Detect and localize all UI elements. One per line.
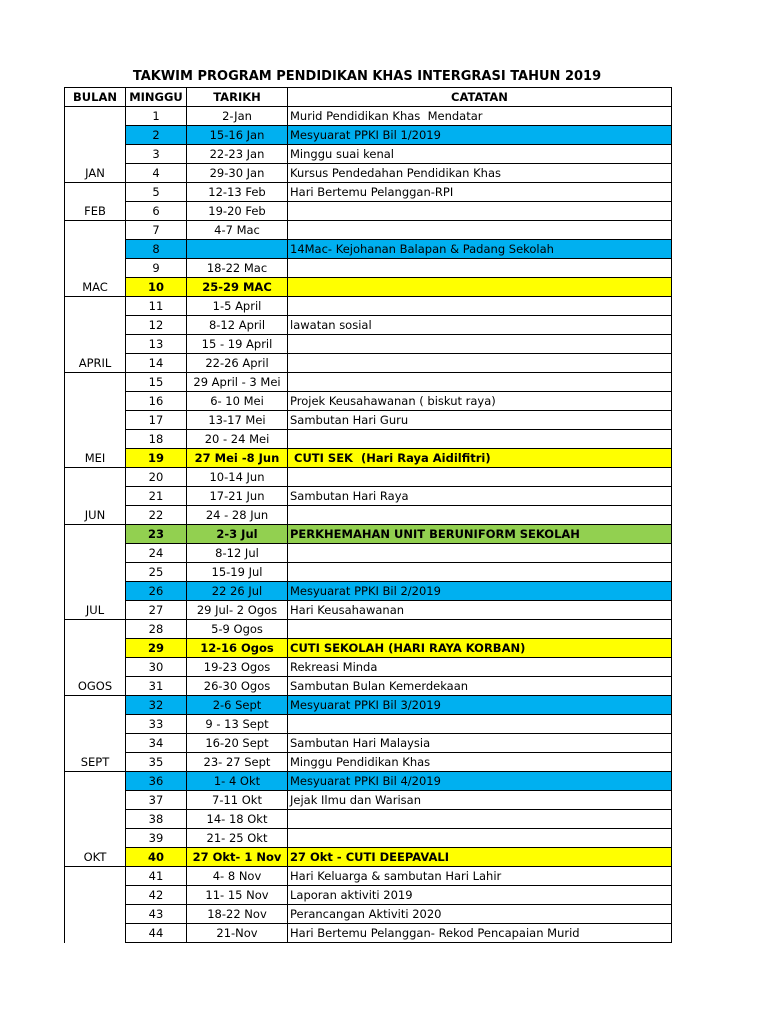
date-cell: 18-22 Nov: [187, 905, 288, 924]
table-row: [65, 259, 672, 278]
week-cell: 22: [126, 506, 187, 525]
week-cell: 17: [126, 411, 187, 430]
week-cell: 43: [126, 905, 187, 924]
week-cell: 4: [126, 164, 187, 183]
table-row: [65, 221, 672, 240]
week-cell: 28: [126, 620, 187, 639]
date-cell: 29 Jul- 2 Ogos: [187, 601, 288, 620]
note-cell: [288, 297, 672, 316]
note-cell: [288, 829, 672, 848]
table-row: [65, 829, 672, 848]
table-row: [65, 601, 672, 620]
note-cell: Mesyuarat PPKI Bil 4/2019: [288, 772, 672, 791]
table-row: [65, 411, 672, 430]
date-cell: 17-21 Jun: [187, 487, 288, 506]
week-cell: 14: [126, 354, 187, 373]
week-cell: 33: [126, 715, 187, 734]
date-cell: 23- 27 Sept: [187, 753, 288, 772]
note-cell: Minggu Pendidikan Khas: [288, 753, 672, 772]
table-row: [65, 620, 672, 639]
date-cell: 20 - 24 Mei: [187, 430, 288, 449]
note-cell: Sambutan Hari Guru: [288, 411, 672, 430]
week-cell: 37: [126, 791, 187, 810]
table-row: [65, 772, 672, 791]
table-row: [65, 335, 672, 354]
table-row: [65, 506, 672, 525]
note-cell: lawatan sosial: [288, 316, 672, 335]
table-row: [65, 126, 672, 145]
date-cell: 12-16 Ogos: [187, 639, 288, 658]
table-row: [65, 924, 672, 943]
date-cell: 2-Jan: [187, 107, 288, 126]
note-cell: [288, 354, 672, 373]
month-cell: MAC: [65, 221, 126, 297]
date-cell: 15-19 Jul: [187, 563, 288, 582]
week-cell: 21: [126, 487, 187, 506]
note-cell: [288, 563, 672, 582]
table-row: [65, 164, 672, 183]
date-cell: 25-29 MAC: [187, 278, 288, 297]
table-row: [65, 392, 672, 411]
date-cell: 1-5 April: [187, 297, 288, 316]
header-bulan: BULAN: [65, 88, 126, 107]
week-cell: 3: [126, 145, 187, 164]
page-title: TAKWIM PROGRAM PENDIDIKAN KHAS INTERGRASI TAHUN 2019: [132, 69, 602, 84]
month-cell: FEB: [65, 183, 126, 221]
week-cell: 7: [126, 221, 187, 240]
week-cell: 10: [126, 278, 187, 297]
week-cell: 6: [126, 202, 187, 221]
date-cell: [187, 240, 288, 259]
month-cell: [65, 867, 126, 943]
week-cell: 30: [126, 658, 187, 677]
week-cell: 8: [126, 240, 187, 259]
week-cell: 5: [126, 183, 187, 202]
table-row: [65, 677, 672, 696]
date-cell: 15 - 19 April: [187, 335, 288, 354]
week-cell: 15: [126, 373, 187, 392]
header-minggu: MINGGU: [126, 88, 187, 107]
header-tarikh: TARIKH: [187, 88, 288, 107]
table-row: [65, 905, 672, 924]
table-row: [65, 810, 672, 829]
week-cell: 38: [126, 810, 187, 829]
note-cell: Mesyuarat PPKI Bil 2/2019: [288, 582, 672, 601]
month-cell: MEI: [65, 373, 126, 468]
note-cell: Laporan aktiviti 2019: [288, 886, 672, 905]
table-row: [65, 639, 672, 658]
note-cell: Hari Keluarga & sambutan Hari Lahir: [288, 867, 672, 886]
date-cell: 10-14 Jun: [187, 468, 288, 487]
note-cell: [288, 221, 672, 240]
note-cell: [288, 544, 672, 563]
date-cell: 26-30 Ogos: [187, 677, 288, 696]
date-cell: 6- 10 Mei: [187, 392, 288, 411]
note-cell: [288, 259, 672, 278]
table-row: [65, 107, 672, 126]
date-cell: 1- 4 Okt: [187, 772, 288, 791]
week-cell: 19: [126, 449, 187, 468]
week-cell: 25: [126, 563, 187, 582]
note-cell: Sambutan Bulan Kemerdekaan: [288, 677, 672, 696]
note-cell: [288, 430, 672, 449]
week-cell: 29: [126, 639, 187, 658]
date-cell: 8-12 April: [187, 316, 288, 335]
week-cell: 31: [126, 677, 187, 696]
note-cell: [288, 373, 672, 392]
week-cell: 40: [126, 848, 187, 867]
date-cell: 21- 25 Okt: [187, 829, 288, 848]
note-cell: [288, 335, 672, 354]
note-cell: 14Mac- Kejohanan Balapan & Padang Sekolah: [288, 240, 672, 259]
table-row: [65, 544, 672, 563]
date-cell: 5-9 Ogos: [187, 620, 288, 639]
table-row: [65, 468, 672, 487]
table-row: [65, 848, 672, 867]
date-cell: 22 26 Jul: [187, 582, 288, 601]
date-cell: 21-Nov: [187, 924, 288, 943]
table-row: [65, 867, 672, 886]
date-cell: 15-16 Jan: [187, 126, 288, 145]
month-cell: OGOS: [65, 620, 126, 696]
table-row: [65, 449, 672, 468]
month-cell: JUL: [65, 525, 126, 620]
table-row: [65, 715, 672, 734]
table-row: [65, 658, 672, 677]
week-cell: 35: [126, 753, 187, 772]
note-cell: Mesyuarat PPKI Bil 1/2019: [288, 126, 672, 145]
month-cell: SEPT: [65, 696, 126, 772]
week-cell: 11: [126, 297, 187, 316]
note-cell: 27 Okt - CUTI DEEPAVALI: [288, 848, 672, 867]
date-cell: 2-6 Sept: [187, 696, 288, 715]
date-cell: 16-20 Sept: [187, 734, 288, 753]
week-cell: 1: [126, 107, 187, 126]
note-cell: Hari Bertemu Pelanggan- Rekod Pencapaian Murid: [288, 924, 672, 943]
note-cell: Sambutan Hari Raya: [288, 487, 672, 506]
header-catatan: CATATAN: [288, 88, 672, 107]
note-cell: Projek Keusahawanan ( biskut raya): [288, 392, 672, 411]
week-cell: 9: [126, 259, 187, 278]
date-cell: 22-26 April: [187, 354, 288, 373]
table-row: [65, 696, 672, 715]
date-cell: 19-20 Feb: [187, 202, 288, 221]
note-cell: [288, 810, 672, 829]
note-cell: Jejak Ilmu dan Warisan: [288, 791, 672, 810]
table-row: [65, 316, 672, 335]
week-cell: 18: [126, 430, 187, 449]
date-cell: 18-22 Mac: [187, 259, 288, 278]
note-cell: Mesyuarat PPKI Bil 3/2019: [288, 696, 672, 715]
date-cell: 8-12 Jul: [187, 544, 288, 563]
week-cell: 32: [126, 696, 187, 715]
table-row: [65, 563, 672, 582]
week-cell: 26: [126, 582, 187, 601]
table-row: [65, 354, 672, 373]
month-cell: JUN: [65, 468, 126, 525]
week-cell: 42: [126, 886, 187, 905]
note-cell: [288, 506, 672, 525]
note-cell: [288, 468, 672, 487]
date-cell: 24 - 28 Jun: [187, 506, 288, 525]
note-cell: Rekreasi Minda: [288, 658, 672, 677]
note-cell: [288, 620, 672, 639]
date-cell: 29 April - 3 Mei: [187, 373, 288, 392]
note-cell: Murid Pendidikan Khas Mendatar: [288, 107, 672, 126]
calendar-body: [65, 107, 672, 943]
week-cell: 16: [126, 392, 187, 411]
table-row: [65, 734, 672, 753]
week-cell: 24: [126, 544, 187, 563]
week-cell: 2: [126, 126, 187, 145]
table-row: [65, 202, 672, 221]
table-row: [65, 373, 672, 392]
table-row: [65, 278, 672, 297]
week-cell: 13: [126, 335, 187, 354]
month-cell: APRIL: [65, 297, 126, 373]
date-cell: 7-11 Okt: [187, 791, 288, 810]
note-cell: Perancangan Aktiviti 2020: [288, 905, 672, 924]
note-cell: [288, 715, 672, 734]
table-row: [65, 582, 672, 601]
date-cell: 27 Okt- 1 Nov: [187, 848, 288, 867]
note-cell: [288, 278, 672, 297]
note-cell: Hari Keusahawanan: [288, 601, 672, 620]
note-cell: Sambutan Hari Malaysia: [288, 734, 672, 753]
date-cell: 29-30 Jan: [187, 164, 288, 183]
table-row: [65, 886, 672, 905]
header-row: [65, 88, 672, 107]
date-cell: 13-17 Mei: [187, 411, 288, 430]
month-cell: OKT: [65, 772, 126, 867]
note-cell: CUTI SEK (Hari Raya Aidilfitri): [288, 449, 672, 468]
table-row: [65, 487, 672, 506]
date-cell: 4-7 Mac: [187, 221, 288, 240]
date-cell: 9 - 13 Sept: [187, 715, 288, 734]
date-cell: 22-23 Jan: [187, 145, 288, 164]
table-row: [65, 145, 672, 164]
note-cell: [288, 202, 672, 221]
note-cell: Kursus Pendedahan Pendidikan Khas: [288, 164, 672, 183]
note-cell: Minggu suai kenal: [288, 145, 672, 164]
date-cell: 14- 18 Okt: [187, 810, 288, 829]
table-row: [65, 753, 672, 772]
table-row: [65, 297, 672, 316]
date-cell: 4- 8 Nov: [187, 867, 288, 886]
date-cell: 19-23 Ogos: [187, 658, 288, 677]
date-cell: 27 Mei -8 Jun: [187, 449, 288, 468]
table-row: [65, 183, 672, 202]
calendar-table: [64, 87, 672, 943]
week-cell: 12: [126, 316, 187, 335]
week-cell: 36: [126, 772, 187, 791]
week-cell: 27: [126, 601, 187, 620]
table-row: [65, 240, 672, 259]
week-cell: 23: [126, 525, 187, 544]
week-cell: 20: [126, 468, 187, 487]
table-row: [65, 430, 672, 449]
week-cell: 44: [126, 924, 187, 943]
note-cell: Hari Bertemu Pelanggan-RPI: [288, 183, 672, 202]
table-row: [65, 791, 672, 810]
date-cell: 2-3 Jul: [187, 525, 288, 544]
week-cell: 39: [126, 829, 187, 848]
date-cell: 11- 15 Nov: [187, 886, 288, 905]
week-cell: 41: [126, 867, 187, 886]
note-cell: PERKHEMAHAN UNIT BERUNIFORM SEKOLAH: [288, 525, 672, 544]
month-cell: JAN: [65, 107, 126, 183]
week-cell: 34: [126, 734, 187, 753]
note-cell: CUTI SEKOLAH (HARI RAYA KORBAN): [288, 639, 672, 658]
table-row: [65, 525, 672, 544]
date-cell: 12-13 Feb: [187, 183, 288, 202]
